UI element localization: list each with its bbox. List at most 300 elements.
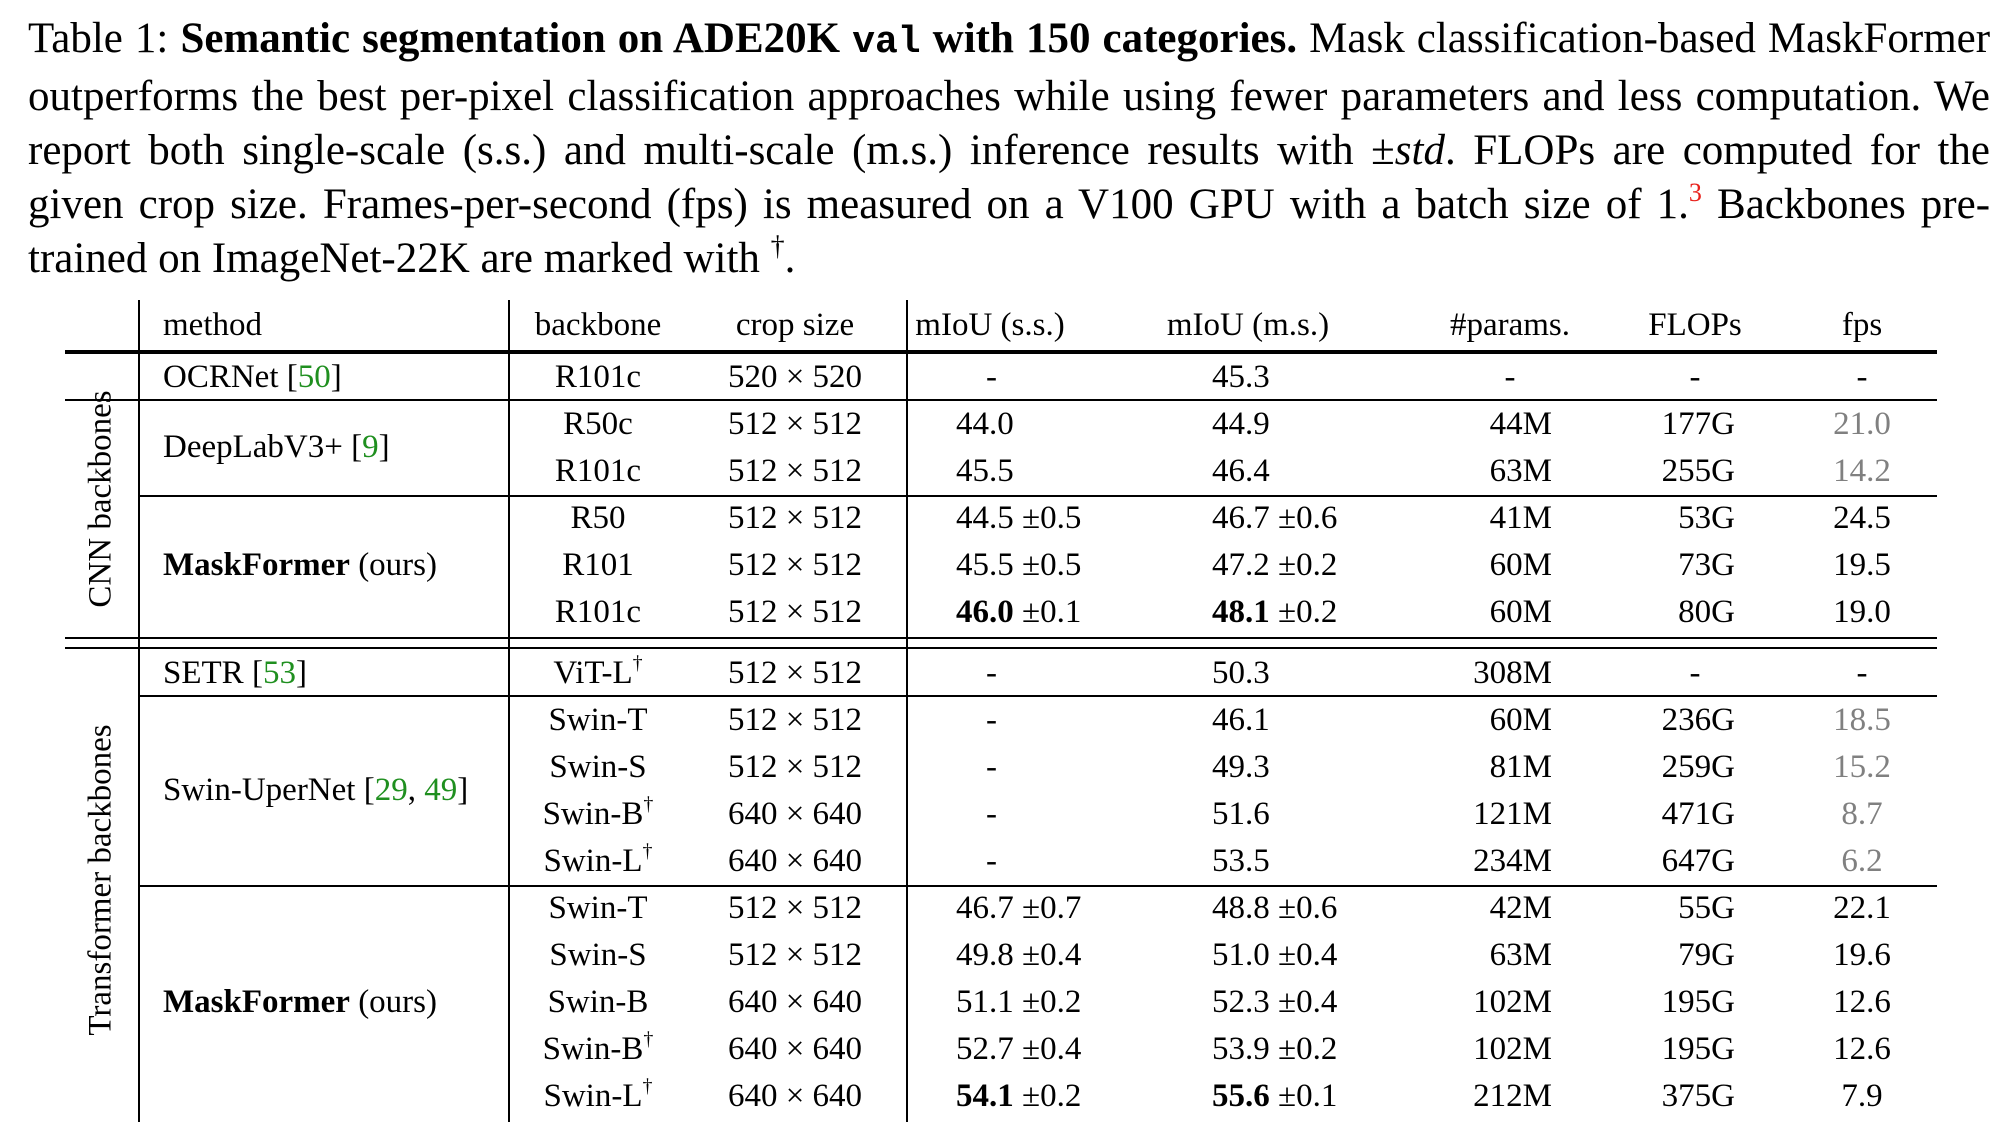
miou-ss-value: 46.7 (956, 890, 1014, 926)
citation-bracket: [ (286, 359, 298, 395)
imagenet22k-dagger: † (632, 652, 643, 674)
fps-value: 19.0 (1833, 594, 1891, 630)
citation-link[interactable]: 49 (424, 772, 458, 808)
method-name-bold: MaskFormer (163, 547, 350, 583)
params-value: 42M (1489, 890, 1552, 926)
miou-ss-best: 54.1 (956, 1078, 1014, 1114)
crop-size: 512 × 512 (727, 749, 863, 785)
flops-cell (1662, 404, 1735, 444)
flops-value: 177G (1661, 406, 1735, 442)
backbone-cell (543, 794, 654, 834)
miou-ss-cell (986, 653, 997, 693)
miou-ms-cell (1212, 747, 1270, 787)
header-label: mIoU (m.s.) (1166, 307, 1330, 343)
citation-bracket: ] (330, 359, 342, 395)
caption-bold-mono: val (852, 21, 921, 64)
caption-text-2: . FLOPs are computed for the given crop size. Frames-per-second (fps) is measured on a V100 GPU with a batch size of 1. (28, 127, 1991, 228)
params-value: 102M (1473, 1031, 1552, 1067)
citation-bracket: [ (351, 429, 363, 465)
backbone-name: R50c (563, 406, 633, 442)
citation-bracket: ] (295, 655, 307, 691)
crop-size-cell (728, 404, 862, 444)
crop-size-cell (728, 653, 862, 693)
flops-cell (1662, 841, 1735, 881)
miou-ss-cell (956, 592, 1081, 632)
flops-cell (1690, 653, 1701, 693)
crop-size-cell (728, 888, 862, 928)
crop-size-cell (728, 592, 862, 632)
miou-ss-cell (956, 935, 1081, 975)
miou-ms-std: ±0.2 (1278, 594, 1338, 630)
miou-ms-cell (1212, 498, 1337, 538)
caption-bold-start: Semantic segmentation on ADE20K (180, 15, 841, 62)
header-label: #params. (1449, 307, 1571, 343)
citation-bracket: ] (378, 429, 390, 465)
miou-ms-cell (1212, 888, 1337, 928)
params-cell (1505, 357, 1516, 397)
method-label: OCRNet (163, 359, 279, 395)
params-value: 81M (1489, 749, 1552, 785)
miou-ss-best: 46.0 (956, 594, 1014, 630)
miou-ms-value: 46.4 (1212, 453, 1270, 489)
flops-value: 195G (1661, 984, 1735, 1020)
miou-ss-value: 52.7 (956, 1031, 1014, 1067)
fps-cell (1841, 841, 1882, 881)
crop-size-cell (728, 1029, 862, 1069)
backbone-cell (544, 1076, 653, 1116)
fps-cell (1841, 794, 1882, 834)
method-name-bold: MaskFormer (163, 984, 350, 1020)
crop-size: 512 × 512 (727, 500, 863, 536)
caption-dagger: † (770, 231, 785, 262)
flops-value: 236G (1661, 702, 1735, 738)
fps-cell (1833, 404, 1891, 444)
citation-link[interactable]: 50 (297, 359, 331, 395)
flops-value: - (1689, 359, 1701, 395)
flops-cell (1690, 357, 1701, 397)
flops-cell (1678, 545, 1735, 585)
group-label-text: Transformer backbones (82, 724, 119, 1036)
params-value: 212M (1473, 1078, 1552, 1114)
flops-cell (1678, 888, 1735, 928)
crop-size-cell (728, 747, 862, 787)
column-header-params (1450, 305, 1570, 345)
miou-ss-cell (986, 794, 997, 834)
miou-ms-std: ±0.1 (1278, 1078, 1338, 1114)
caption-end: . (784, 235, 796, 282)
flops-value: 255G (1661, 453, 1735, 489)
miou-ms-value: 52.3 (1212, 984, 1270, 1020)
crop-size: 640 × 640 (727, 796, 863, 832)
miou-ms-value: 48.8 (1212, 890, 1270, 926)
crop-size: 512 × 512 (727, 406, 863, 442)
miou-ms-cell (1212, 357, 1270, 397)
params-value: 60M (1489, 547, 1552, 583)
backbone-name: ViT-L (553, 655, 633, 691)
fps-cell (1833, 700, 1891, 740)
miou-ms-cell (1212, 451, 1270, 491)
miou-ss-value: 49.8 (956, 937, 1014, 973)
backbone-cell (555, 451, 641, 491)
column-rule (138, 300, 140, 1122)
backbone-name: R101c (554, 359, 642, 395)
crop-size-cell (728, 982, 862, 1022)
flops-value: - (1689, 655, 1701, 691)
caption-label: Table 1: (28, 15, 169, 62)
fps-value: 24.5 (1833, 500, 1891, 536)
miou-ms-cell (1212, 982, 1337, 1022)
params-cell (1490, 888, 1552, 928)
miou-ms-std: ±0.2 (1278, 547, 1338, 583)
column-rule (906, 300, 908, 1122)
miou-ms-cell (1212, 545, 1337, 585)
header-label: method (163, 307, 262, 343)
params-cell (1490, 700, 1552, 740)
fps-cell (1857, 653, 1868, 693)
caption-std: std (1394, 127, 1445, 174)
flops-value: 73G (1678, 547, 1735, 583)
params-cell (1490, 498, 1552, 538)
miou-ss-std: ±0.5 (1022, 500, 1082, 536)
method-suffix: (ours) (358, 984, 437, 1020)
params-cell (1490, 592, 1552, 632)
params-value: - (1504, 359, 1516, 395)
row-rule (138, 885, 1937, 887)
miou-ms-value: 49.3 (1212, 749, 1270, 785)
miou-ms-cell (1212, 841, 1270, 881)
caption-text-1: Mask classification-based MaskFormer outperforms the best per-pixel classification approaches while using fewer parameters and less computation. We report both single-scale (s.s.) and multi-scale (m.s.) inference results with (28, 15, 1991, 174)
method-name (163, 770, 468, 810)
header-label: crop size (735, 307, 855, 343)
params-value: 102M (1473, 984, 1552, 1020)
flops-value: 80G (1678, 594, 1735, 630)
citation-bracket: ] (457, 772, 469, 808)
miou-ss-std: ±0.7 (1022, 890, 1082, 926)
miou-ms-std: ±0.4 (1278, 984, 1338, 1020)
backbone-cell (570, 498, 625, 538)
params-value: 41M (1489, 500, 1552, 536)
params-cell (1473, 982, 1552, 1022)
fps-value: 8.7 (1841, 796, 1883, 832)
crop-size: 640 × 640 (727, 1078, 863, 1114)
miou-ms-value: 46.1 (1212, 702, 1270, 738)
method-name (163, 427, 390, 467)
fps-value: 6.2 (1841, 843, 1883, 879)
group-rule-bottom (65, 647, 1937, 649)
miou-ms-value: 53.5 (1212, 843, 1270, 879)
header-rule (65, 350, 1937, 354)
column-header-crop (736, 305, 854, 345)
params-cell (1490, 935, 1552, 975)
column-rule (508, 300, 510, 1122)
fps-value: - (1856, 655, 1868, 691)
fps-cell (1857, 357, 1868, 397)
backbone-cell (549, 935, 646, 975)
footnote-ref[interactable]: 3 (1688, 178, 1702, 207)
column-header-miou_ss (915, 305, 1064, 345)
miou-ss-std: ±0.2 (1022, 1078, 1082, 1114)
fps-value: 19.5 (1833, 547, 1891, 583)
backbone-cell (549, 888, 648, 928)
crop-size-cell (728, 794, 862, 834)
backbone-cell (544, 841, 653, 881)
miou-ms-best: 55.6 (1212, 1078, 1270, 1114)
method-label: Swin-UperNet (163, 772, 356, 808)
backbone-name: R50 (570, 500, 626, 536)
miou-ss-std: ±0.4 (1022, 1031, 1082, 1067)
citation-bracket: [ (363, 772, 375, 808)
imagenet22k-dagger: † (643, 793, 654, 815)
fps-value: 12.6 (1833, 984, 1891, 1020)
crop-size: 512 × 512 (727, 594, 863, 630)
fps-value: 15.2 (1833, 749, 1891, 785)
backbone-name: R101c (554, 594, 642, 630)
crop-size-cell (728, 357, 862, 397)
miou-ss-cell (956, 1029, 1081, 1069)
fps-cell (1833, 592, 1891, 632)
row-rule (65, 399, 1937, 401)
backbone-cell (548, 982, 649, 1022)
crop-size: 640 × 640 (727, 1031, 863, 1067)
imagenet22k-dagger: † (642, 840, 653, 862)
crop-size: 512 × 512 (727, 890, 863, 926)
miou-ms-std: ±0.4 (1278, 937, 1338, 973)
column-header-method (163, 305, 262, 345)
backbone-name: Swin-L (543, 843, 643, 879)
miou-ms-value: 45.3 (1212, 359, 1270, 395)
params-cell (1490, 747, 1552, 787)
imagenet22k-dagger: † (642, 1075, 653, 1097)
backbone-cell (562, 545, 634, 585)
params-value: 44M (1489, 406, 1552, 442)
caption-bold-end: with 150 categories. (932, 15, 1298, 62)
crop-size-cell (728, 935, 862, 975)
group-label-0 (83, 390, 120, 607)
miou-ss-cell (986, 747, 997, 787)
fps-value: 12.6 (1833, 1031, 1891, 1067)
miou-ms-std: ±0.2 (1278, 1031, 1338, 1067)
backbone-name: Swin-S (549, 937, 647, 973)
miou-ss-value: - (986, 359, 997, 395)
params-value: 60M (1489, 702, 1552, 738)
backbone-name: R101c (554, 453, 642, 489)
method-name (163, 982, 437, 1022)
column-header-fps (1842, 305, 1882, 345)
crop-size-cell (728, 700, 862, 740)
miou-ss-value: 45.5 (956, 453, 1014, 489)
miou-ss-cell (956, 404, 1014, 444)
fps-value: - (1856, 359, 1868, 395)
method-suffix: (ours) (358, 547, 437, 583)
params-value: 308M (1473, 655, 1552, 691)
header-label: fps (1841, 307, 1883, 343)
crop-size: 512 × 512 (727, 937, 863, 973)
fps-cell (1833, 451, 1891, 491)
citation-separator: , (407, 772, 425, 808)
backbone-cell (543, 1029, 654, 1069)
header-label: backbone (534, 307, 662, 343)
miou-ss-cell (956, 982, 1081, 1022)
miou-ms-value: 51.6 (1212, 796, 1270, 832)
backbone-cell (549, 700, 648, 740)
miou-ss-value: - (986, 843, 997, 879)
group-rule-top (65, 637, 1937, 639)
method-name (163, 545, 437, 585)
backbone-cell (553, 653, 642, 693)
flops-cell (1662, 794, 1735, 834)
header-label: mIoU (s.s.) (915, 307, 1065, 343)
miou-ms-cell (1212, 404, 1270, 444)
miou-ms-value: 44.9 (1212, 406, 1270, 442)
backbone-name: Swin-L (543, 1078, 643, 1114)
row-rule (138, 695, 1937, 697)
miou-ss-value: 51.1 (956, 984, 1014, 1020)
params-cell (1490, 404, 1552, 444)
miou-ms-cell (1212, 653, 1270, 693)
backbone-name: Swin-B (547, 984, 649, 1020)
backbone-cell (555, 592, 641, 632)
method-name (163, 357, 342, 397)
crop-size: 512 × 512 (727, 702, 863, 738)
citation-bracket: [ (251, 655, 263, 691)
crop-size-cell (728, 1076, 862, 1116)
miou-ss-cell (956, 888, 1081, 928)
miou-ss-value: - (986, 796, 997, 832)
params-value: 63M (1489, 453, 1552, 489)
fps-value: 22.1 (1833, 890, 1891, 926)
caption-text-3: Backbones pre-trained on ImageNet-22K are marked with (28, 181, 1991, 282)
backbone-name: R101 (562, 547, 634, 583)
group-label-text: CNN backbones (82, 390, 119, 608)
crop-size: 640 × 640 (727, 984, 863, 1020)
miou-ms-cell (1212, 935, 1337, 975)
group-label-1 (83, 724, 120, 1035)
miou-ss-value: - (986, 749, 997, 785)
fps-cell (1833, 935, 1891, 975)
miou-ss-cell (956, 451, 1014, 491)
flops-cell (1678, 935, 1735, 975)
flops-value: 195G (1661, 1031, 1735, 1067)
params-value: 63M (1489, 937, 1552, 973)
fps-cell (1833, 1029, 1891, 1069)
fps-value: 21.0 (1833, 406, 1891, 442)
miou-ms-cell (1212, 1029, 1337, 1069)
params-cell (1473, 794, 1552, 834)
backbone-name: Swin-T (548, 702, 648, 738)
miou-ms-value: 50.3 (1212, 655, 1270, 691)
crop-size: 520 × 520 (727, 359, 863, 395)
fps-value: 7.9 (1841, 1078, 1883, 1114)
column-header-backbone (535, 305, 661, 345)
backbone-cell (555, 357, 641, 397)
crop-size-cell (728, 841, 862, 881)
crop-size-cell (728, 498, 862, 538)
params-value: 234M (1473, 843, 1552, 879)
backbone-cell (563, 404, 633, 444)
miou-ss-value: 44.0 (956, 406, 1014, 442)
crop-size: 512 × 512 (727, 655, 863, 691)
flops-value: 259G (1661, 749, 1735, 785)
flops-value: 55G (1678, 890, 1735, 926)
miou-ms-cell (1212, 592, 1337, 632)
backbone-name: Swin-T (548, 890, 648, 926)
miou-ss-value: 44.5 (956, 500, 1014, 536)
params-cell (1490, 545, 1552, 585)
fps-cell (1841, 1076, 1882, 1116)
miou-ss-std: ±0.1 (1022, 594, 1082, 630)
miou-ss-value: 45.5 (956, 547, 1014, 583)
flops-value: 375G (1661, 1078, 1735, 1114)
fps-cell (1833, 888, 1891, 928)
crop-size-cell (728, 451, 862, 491)
backbone-name: Swin-B (542, 796, 644, 832)
miou-ms-cell (1212, 794, 1270, 834)
flops-cell (1662, 1029, 1735, 1069)
miou-ss-std: ±0.4 (1022, 937, 1082, 973)
miou-ss-std: ±0.2 (1022, 984, 1082, 1020)
method-label: SETR (163, 655, 244, 691)
method-label: DeepLabV3+ (163, 429, 343, 465)
params-value: 121M (1473, 796, 1552, 832)
miou-ms-cell (1212, 700, 1270, 740)
params-value: 60M (1489, 594, 1552, 630)
flops-cell (1678, 498, 1735, 538)
miou-ss-cell (986, 357, 997, 397)
backbone-cell (549, 747, 646, 787)
miou-ms-value: 46.7 (1212, 500, 1270, 536)
flops-cell (1678, 592, 1735, 632)
params-cell (1473, 653, 1552, 693)
miou-ss-value: - (986, 702, 997, 738)
column-header-flops (1648, 305, 1742, 345)
miou-ss-cell (956, 545, 1081, 585)
miou-ms-value: 47.2 (1212, 547, 1270, 583)
miou-ms-std: ±0.6 (1278, 890, 1338, 926)
flops-value: 79G (1678, 937, 1735, 973)
miou-ms-value: 51.0 (1212, 937, 1270, 973)
miou-ss-cell (956, 498, 1081, 538)
miou-ms-cell (1212, 1076, 1337, 1116)
flops-value: 647G (1661, 843, 1735, 879)
flops-value: 53G (1678, 500, 1735, 536)
citation-link[interactable]: 9 (362, 429, 379, 465)
imagenet22k-dagger: † (643, 1028, 654, 1050)
fps-cell (1833, 545, 1891, 585)
miou-ss-cell (956, 1076, 1081, 1116)
flops-cell (1662, 700, 1735, 740)
miou-ss-cell (986, 841, 997, 881)
crop-size: 640 × 640 (727, 843, 863, 879)
citation-link[interactable]: 53 (262, 655, 296, 691)
citation-link[interactable]: 29 (374, 772, 408, 808)
fps-value: 14.2 (1833, 453, 1891, 489)
miou-ss-cell (986, 700, 997, 740)
flops-cell (1662, 1076, 1735, 1116)
params-cell (1473, 1076, 1552, 1116)
header-label: FLOPs (1648, 307, 1742, 343)
backbone-name: Swin-S (549, 749, 647, 785)
miou-ss-std: ±0.5 (1022, 547, 1082, 583)
miou-ss-value: - (986, 655, 997, 691)
flops-cell (1662, 747, 1735, 787)
column-header-miou_ms (1167, 305, 1329, 345)
params-cell (1473, 1029, 1552, 1069)
crop-size-cell (728, 545, 862, 585)
fps-value: 18.5 (1833, 702, 1891, 738)
fps-cell (1833, 982, 1891, 1022)
row-rule (138, 495, 1937, 497)
fps-cell (1833, 498, 1891, 538)
